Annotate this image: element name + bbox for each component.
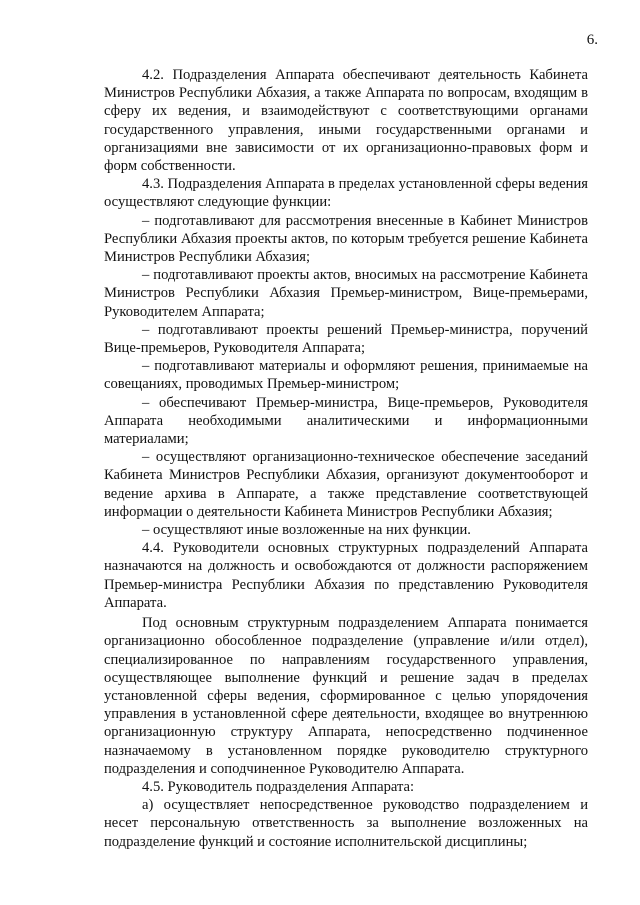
paragraph-4-3: 4.3. Подразделения Аппарата в пределах установленной сферы ведения осуществляют следующие функции: xyxy=(104,176,588,211)
function-item: – подготавливают проекты решений Премьер-министра, поручений Вице-премьеров, Руководителя Аппарата; xyxy=(104,321,588,357)
document-body xyxy=(104,66,588,851)
paragraph-4-4: 4.4. Руководители основных структурных подразделений Аппарата назначаются на должность и освобождаются от должности распоряжением Премьер-министра Республики Абхазия по представлению Руководителя Аппарата. xyxy=(104,540,588,611)
function-item: – обеспечивают Премьер-министра, Вице-премьеров, Руководителя Аппарата необходимыми аналитическими и информационными материалами; xyxy=(104,394,588,448)
paragraph-4-5: 4.5. Руководитель подразделения Аппарата: xyxy=(142,778,415,795)
function-item: – подготавливают для рассмотрения внесенные в Кабинет Министров Республики Абхазия проекты актов, по которым требуется решение Кабинета Министров Республики Абхазия; xyxy=(104,212,588,266)
function-item: – подготавливают материалы и оформляют решения, принимаемые на совещаниях, проводимых Премьер-министром; xyxy=(104,358,588,393)
function-item: – осуществляют организационно-техническое обеспечение заседаний Кабинета Министров Республики Абхазия, организуют документооборот и ведение архива в Аппарате, а также представление соответствующей информации о деятельности Кабинета Министров Республики Абхазия; xyxy=(104,449,588,520)
function-item: – подготавливают проекты актов, вносимых на рассмотрение Кабинета Министров Республики Абхазия Премьер-министром, Вице-премьерами, Руководителем Аппарата; xyxy=(104,267,588,320)
function-item: – осуществляют иные возложенные на них функции. xyxy=(142,522,471,539)
paragraph-definition: Под основным структурным подразделением Аппарата понимается организационно обособленное подразделение (управление и/или отдел), специализированное по направлениям государственного управления, осуществляющее выполнение функций и решение задач в пределах установленной сферы ведения, сформированное с целью упорядочения управления в установленной сфере деятельности, входящее во внутреннюю организационную структуру Аппарата, непосредственно подчиненное назначаемому в установленном порядке руководителю структурного подразделения и соподчиненное Руководителю Аппарата. xyxy=(104,615,588,777)
paragraph-4-2: 4.2. Подразделения Аппарата обеспечивают деятельность Кабинета Министров Республики Абхазия, а также Аппарата по вопросам, входящим в сферу их ведения, и взаимодействуют с соответствующими органами государственного управления, иными государственными органами и организациями вне зависимости от их организационно-правовых форм и форм собственности. xyxy=(104,67,588,175)
page-number: 6. xyxy=(586,32,598,48)
paragraph-4-5-a: а) осуществляет непосредственное руководство подразделением и несет персональную ответственность за выполнение возложенных на подразделение функций и состояние исполнительской дисциплины; xyxy=(104,797,588,850)
